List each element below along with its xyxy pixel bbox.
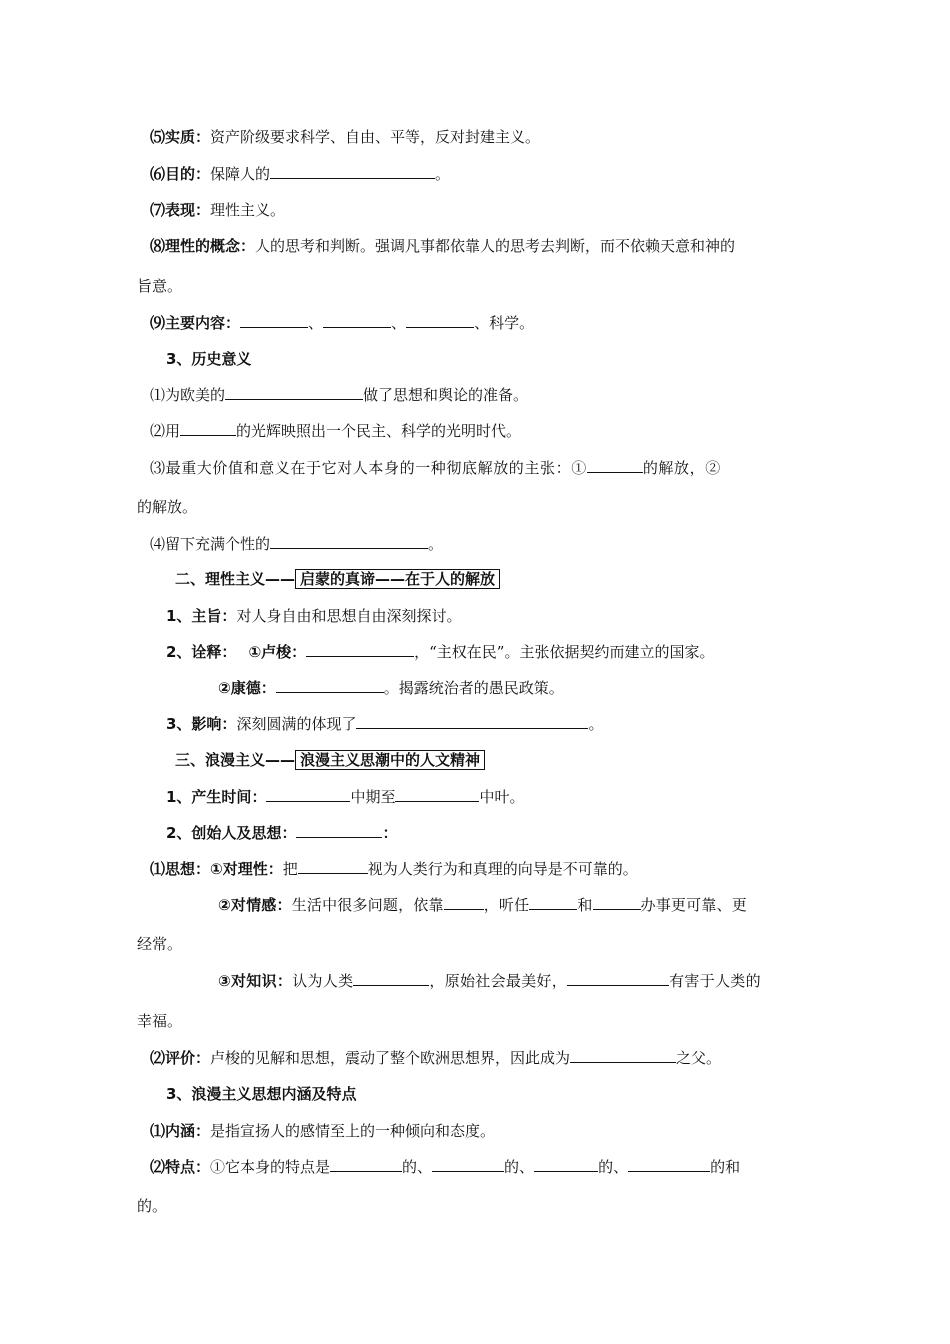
item-text: ，原始社会最美好， [429,972,568,990]
fill-blank[interactable] [356,714,588,729]
fill-blank[interactable] [567,971,669,986]
item-text: 有害于人类的 [669,972,761,990]
item-text: 和 [577,896,593,914]
item-text: 幸福。 [137,1012,183,1030]
item-text: 把 [282,860,298,878]
part-2-item-1 [166,606,461,626]
item-text: ①它本身的特点是 [210,1158,331,1176]
item-8-cont [137,276,182,296]
item-text: ： [382,824,398,842]
fill-blank[interactable] [270,164,435,179]
heading-boxed-text: 浪漫主义思潮中的人文精神 [295,750,485,770]
item-label: 2、创始人及思想： [166,824,297,842]
connotation [150,1121,495,1141]
item-number: ⑻ [150,237,166,255]
section-heading: 3、浪漫主义思想内涵及特点 [166,1085,357,1103]
item-label: 1、主旨： [166,607,237,625]
part-2-item-3 [166,714,603,734]
item-text: 人的思考和判断。强调凡事都依靠人的思考去判断，而不依赖天意和神的 [255,237,736,255]
section-heading: 3、历史意义 [166,350,252,368]
part-3-item-1 [166,787,524,807]
item-text: 卢梭的见解和思想，震动了整个欧洲思想界，因此成为 [210,1049,571,1067]
fill-blank[interactable] [587,458,643,473]
item-text: 中叶。 [479,788,525,806]
item-text: 。揭露统治者的愚民政策。 [383,679,564,697]
thought-emotion [218,895,747,915]
part-2-heading [175,569,500,589]
item-label: 2、诠释： [166,643,237,661]
item-text: 深刻圆满的体现了 [236,715,357,733]
item-7 [150,200,285,220]
item-6 [150,164,450,184]
fill-blank[interactable] [444,895,484,910]
history-item-4 [150,534,443,554]
item-sublabel: ①卢梭： [248,643,307,661]
item-text: 做了思想和舆论的准备。 [363,386,529,404]
fill-blank[interactable] [395,787,479,802]
fill-blank[interactable] [353,971,429,986]
item-text: 保障人的 [210,165,271,183]
item-number: ⑸ [150,128,166,146]
item-label: 主要内容： [165,314,241,332]
fill-blank[interactable] [276,678,384,693]
item-text: 中期至 [350,788,396,806]
item-text: ，听任 [483,896,530,914]
history-item-1 [150,385,528,405]
item-8 [150,236,735,256]
item-label: ⑴思想：①对理性： [150,860,283,878]
fill-blank[interactable] [323,313,391,328]
item-text: 经常。 [137,935,183,953]
item-text: 。 [428,535,444,553]
features [150,1157,740,1177]
item-sublabel: ②康德： [218,679,276,697]
item-label: ⑵特点： [150,1158,211,1176]
thought-knowledge-cont [137,1011,182,1031]
item-text: ⑶最重大价值和意义在于它对人本身的一种彻底解放的主张：① [150,459,587,477]
fill-blank[interactable] [406,313,474,328]
item-text: 的、 [402,1158,433,1176]
item-text: 的、 [598,1158,629,1176]
fill-blank[interactable] [593,895,641,910]
item-text: ，“主权在民”。主张依据契约而建立的国家。 [414,643,715,661]
heading-text: 三、浪漫主义—— [175,751,296,769]
fill-blank[interactable] [628,1157,710,1172]
fill-blank[interactable] [296,823,382,838]
item-text: 资产阶级要求科学、自由、平等，反对封建主义。 [210,128,541,146]
history-item-3-cont [137,497,197,517]
item-label: 1、产生时间： [166,788,267,806]
item-text: 的解放。 [137,498,198,516]
item-number: ⑹ [150,165,166,183]
item-text: 是指宣扬人的感情至上的一种倾向和态度。 [210,1122,496,1140]
thought-emotion-cont [137,934,182,954]
item-text: 的光辉映照出一个民主、科学的光明时代。 [236,422,522,440]
item-text: 认为人类 [292,972,354,990]
thought-knowledge [218,971,761,991]
item-text: 对人身自由和思想自由深刻探讨。 [236,607,462,625]
fill-blank[interactable] [298,859,368,874]
fill-blank[interactable] [529,895,577,910]
item-9 [150,313,534,333]
item-label: 实质： [165,128,211,146]
item-label: 目的： [165,165,211,183]
item-label: ③对知识： [218,972,293,990]
item-text: 。 [588,715,604,733]
evaluation [150,1048,721,1068]
fill-blank[interactable] [240,313,308,328]
item-label: ②对情感： [218,896,292,914]
item-text: 的。 [137,1197,168,1215]
heading-boxed-text: 启蒙的真谛——在于人的解放 [295,569,500,589]
item-label: 3、影响： [166,715,237,733]
fill-blank[interactable] [330,1157,402,1172]
fill-blank[interactable] [306,642,414,657]
item-number: ⑺ [150,201,166,219]
item-text: 。 [435,165,451,183]
fill-blank[interactable] [266,787,350,802]
item-text: ⑵用 [150,422,181,440]
features-cont [137,1196,167,1216]
item-text: 旨意。 [137,277,183,295]
item-text: 的和 [710,1158,741,1176]
heading-text: 二、理性主义—— [175,570,296,588]
item-label: 表现： [165,201,211,219]
history-item-2 [150,421,521,441]
part-3-item-2 [166,823,397,843]
item-text: 的解放，② [642,459,721,477]
item-text: 办事更可靠、更 [640,896,747,914]
separator: 、 [391,314,407,332]
thought-reason [150,859,638,879]
item-text: ⑷留下充满个性的 [150,535,271,553]
item-text: 、科学。 [474,314,535,332]
part-2-item-2b [218,678,564,698]
fill-blank[interactable] [270,534,428,549]
item-label: ⑴内涵： [150,1122,211,1140]
item-text: 生活中很多问题，依靠 [291,896,444,914]
item-label: 理性的概念： [165,237,256,255]
item-text: 之父。 [676,1049,722,1067]
item-number: ⑼ [150,314,166,332]
part-3-heading [175,750,485,770]
fill-blank[interactable] [570,1048,676,1063]
separator: 、 [308,314,324,332]
item-text: 视为人类行为和真理的向导是不可靠的。 [367,860,638,878]
item-text: 的、 [504,1158,535,1176]
fill-blank[interactable] [225,385,363,400]
history-item-3 [150,458,721,478]
part-2-item-2 [166,642,714,662]
item-text: 理性主义。 [210,201,286,219]
item-5 [150,127,540,147]
fill-blank[interactable] [432,1157,504,1172]
item-text: ⑴为欧美的 [150,386,226,404]
item-label: ⑵评价： [150,1049,211,1067]
fill-blank[interactable] [534,1157,598,1172]
fill-blank[interactable] [180,421,236,436]
